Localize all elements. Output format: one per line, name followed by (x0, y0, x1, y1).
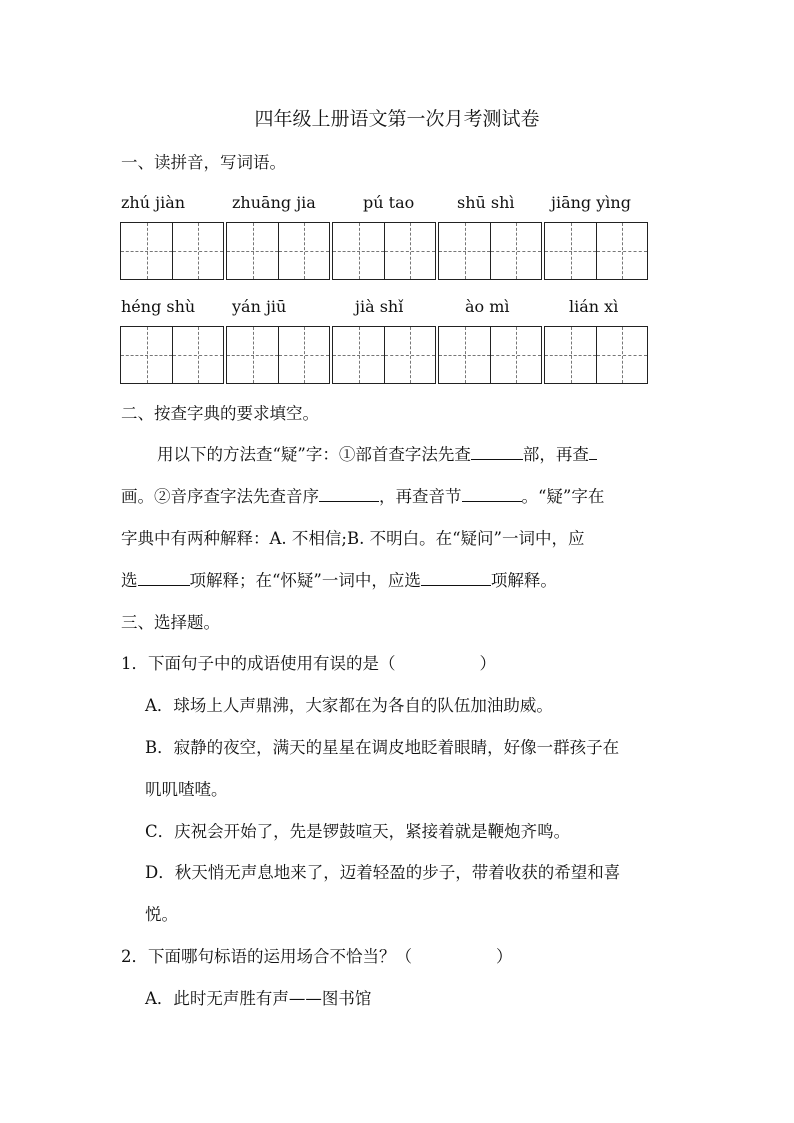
pinyin-label: pú tao (363, 193, 415, 212)
option-c: C．庆祝会开始了，先是锣鼓喧天，紧接着就是鞭炮齐鸣。 (145, 822, 571, 841)
text: 项解释；在“怀疑”一词中，应选 (189, 571, 421, 590)
close-paren: ） (496, 947, 513, 966)
text: 用以下的方法查“疑”字：①部首查字法先查 (157, 445, 471, 464)
writing-grid[interactable] (226, 326, 330, 384)
writing-grid[interactable] (438, 222, 542, 280)
pinyin-label: lián xì (569, 297, 619, 316)
dictionary-line-3: 字典中有两种解释：A. 不相信;B. 不明白。在“疑问”一词中，应 (121, 529, 585, 548)
pinyin-label: zhuāng jia (232, 193, 316, 212)
answer-blank[interactable] (462, 485, 522, 502)
section3-heading: 三、选择题。 (121, 613, 220, 632)
text: 选 (121, 571, 138, 590)
text: ，再查音节 (379, 487, 462, 506)
option-a: A．球场上人声鼎沸，大家都在为各自的队伍加油助威。 (145, 696, 553, 715)
close-paren: ） (479, 654, 496, 673)
answer-blank[interactable] (589, 443, 597, 460)
writing-grid[interactable] (332, 326, 436, 384)
pinyin-label: jià shǐ (355, 297, 404, 316)
pinyin-label: shū shì (457, 193, 515, 212)
dictionary-line-2 (121, 483, 604, 507)
pinyin-label: jiāng yìng (551, 193, 631, 212)
section1-heading: 一、读拼音，写词语。 (121, 153, 286, 172)
dictionary-line-1 (157, 441, 597, 465)
text: 项解释。 (490, 571, 557, 590)
writing-grid[interactable] (544, 222, 648, 280)
pinyin-label: yán jiū (232, 297, 287, 316)
writing-grid[interactable] (438, 326, 542, 384)
option-a: A．此时无声胜有声——图书馆 (145, 989, 372, 1008)
dictionary-line-4 (121, 567, 557, 591)
page-title: 四年级上册语文第一次月考测试卷 (254, 108, 540, 130)
text: 。“疑”字在 (521, 487, 605, 506)
option-b: B．寂静的夜空，满天的星星在调皮地眨着眼睛，好像一群孩子在 (145, 738, 620, 757)
option-d-cont: 悦。 (145, 905, 178, 924)
answer-blank[interactable] (421, 569, 491, 586)
pinyin-label: ào mì (465, 297, 510, 316)
answer-blank[interactable] (138, 569, 190, 586)
writing-grid[interactable] (332, 222, 436, 280)
answer-blank[interactable] (471, 443, 523, 460)
option-b-cont: 叽叽喳喳。 (145, 780, 228, 799)
pinyin-label: héng shù (121, 297, 196, 316)
writing-grid[interactable] (544, 326, 648, 384)
writing-grid[interactable] (226, 222, 330, 280)
option-d: D．秋天悄无声息地来了，迈着轻盈的步子，带着收获的希望和喜 (145, 863, 621, 882)
question-stem: 1．下面句子中的成语使用有误的是（ (121, 654, 396, 673)
pinyin-label: zhú jiàn (121, 193, 186, 212)
question-1 (121, 650, 496, 674)
writing-grid[interactable] (120, 326, 224, 384)
question-2 (121, 943, 513, 967)
question-stem: 2．下面哪句标语的运用场合不恰当？（ (121, 947, 412, 966)
text: 画。②音序查字法先查音序 (121, 487, 319, 506)
answer-blank[interactable] (319, 485, 379, 502)
writing-grid[interactable] (120, 222, 224, 280)
text: 部，再查 (522, 445, 589, 464)
section2-heading: 二、按查字典的要求填空。 (121, 404, 319, 423)
